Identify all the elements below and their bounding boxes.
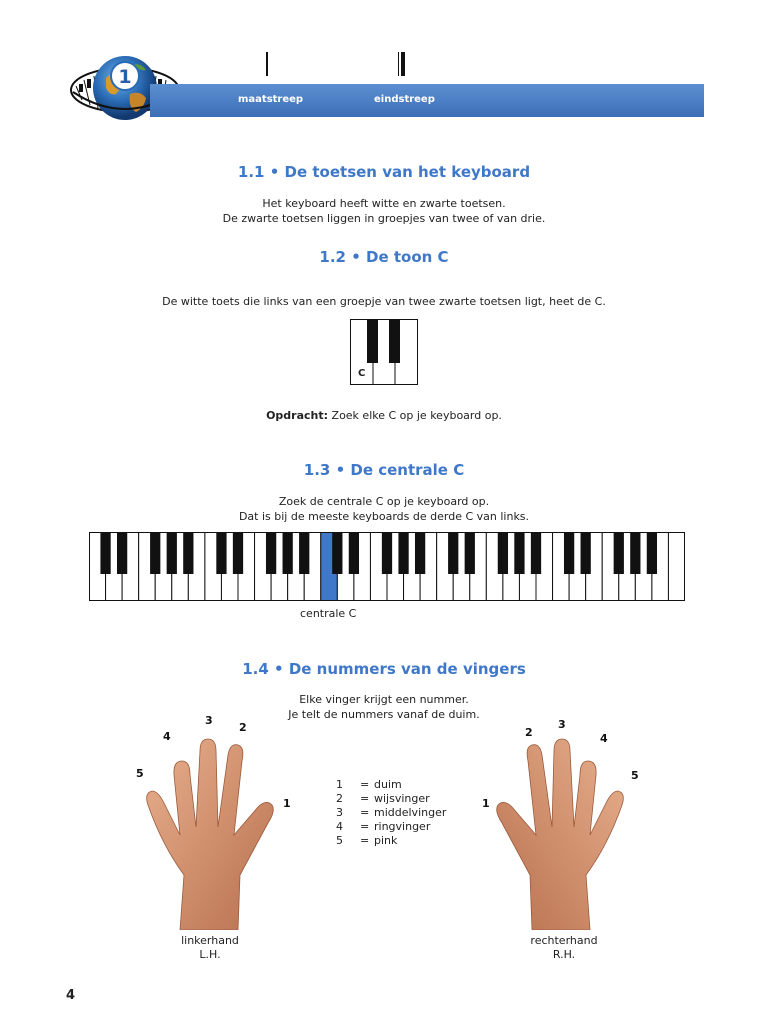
black-key [183, 532, 193, 574]
legend-row [336, 792, 446, 806]
label-maatstreep: maatstreep [238, 94, 304, 105]
right-finger-3: 3 [558, 718, 566, 731]
legend-number: 2 [336, 792, 343, 805]
left-finger-1: 1 [283, 797, 291, 810]
text-1-2: De witte toets die links van een groepje van twee zwarte toetsen ligt, heet de C. [162, 295, 606, 308]
legend-equals: = [360, 806, 370, 819]
finger-legend [336, 778, 446, 848]
black-key [233, 532, 243, 574]
left-finger-3: 3 [205, 714, 213, 727]
heading-1-1: 1.1 • De toetsen van het keyboard [237, 163, 531, 181]
text-line: Je telt de nummers vanaf de duim. [288, 708, 480, 721]
left-finger-4: 4 [163, 730, 171, 743]
black-key [614, 532, 624, 574]
black-key [498, 532, 508, 574]
black-key [398, 532, 408, 574]
legend-row [336, 778, 446, 792]
black-key [415, 532, 425, 574]
key-label-c: C [358, 368, 366, 379]
text-line: Dat is bij de meeste keyboards de derde C van links. [238, 510, 530, 523]
black-key [581, 532, 591, 574]
black-key [117, 532, 127, 574]
heading-1-3: 1.3 • De centrale C [303, 461, 465, 479]
central-c-caption: centrale C [300, 607, 357, 620]
heading-1-2: 1.2 • De toon C [319, 248, 449, 266]
assignment-line [0, 408, 768, 423]
heading-1-4: 1.4 • De nummers van de vingers [242, 660, 526, 678]
black-key [531, 532, 541, 574]
legend-equals: = [360, 834, 370, 847]
black-key [630, 532, 640, 574]
assignment-label: Opdracht: [266, 409, 329, 422]
header-bar [150, 84, 704, 117]
right-hand-abbr: R.H. [552, 948, 576, 961]
black-key [299, 532, 309, 574]
final-bar-line-thick [401, 52, 405, 76]
legend-finger-name: wijsvinger [374, 792, 430, 805]
left-finger-5: 5 [136, 767, 144, 780]
black-key [216, 532, 226, 574]
right-finger-4: 4 [600, 732, 608, 745]
legend-finger-name: ringvinger [374, 820, 431, 833]
text-1-3 [0, 494, 768, 524]
text-1-1 [0, 196, 768, 226]
right-finger-5: 5 [631, 769, 639, 782]
right-hand-image [485, 735, 630, 930]
black-key [283, 532, 293, 574]
text-line: De zwarte toetsen liggen in groepjes van twee of van drie. [222, 212, 546, 225]
legend-finger-name: duim [374, 778, 402, 791]
right-hand-label: rechterhand [530, 934, 598, 947]
legend-number: 4 [336, 820, 343, 833]
right-hand-caption [514, 934, 614, 962]
white-key [668, 532, 685, 601]
legend-number: 1 [336, 778, 343, 791]
left-hand-label: linkerhand [181, 934, 239, 947]
legend-equals: = [360, 778, 370, 791]
legend-row [336, 834, 446, 848]
black-key [514, 532, 524, 574]
black-key [150, 532, 160, 574]
legend-finger-name: pink [374, 834, 398, 847]
black-key [564, 532, 574, 574]
legend-number: 3 [336, 806, 343, 819]
left-hand-image [140, 735, 285, 930]
legend-row [336, 806, 446, 820]
black-key [167, 532, 177, 574]
black-key [332, 532, 342, 574]
black-key [100, 532, 110, 574]
black-key [647, 532, 657, 574]
legend-row [336, 820, 446, 834]
bar-line-symbol [266, 52, 268, 76]
text-1-4 [0, 692, 768, 722]
legend-equals: = [360, 792, 370, 805]
right-finger-2: 2 [525, 726, 533, 739]
left-hand-abbr: L.H. [199, 948, 221, 961]
black-key [465, 532, 475, 574]
legend-number: 5 [336, 834, 343, 847]
text-line: Het keyboard heeft witte en zwarte toetsen. [262, 197, 506, 210]
page-number: 4 [66, 988, 76, 1003]
full-keyboard-diagram [89, 532, 685, 601]
legend-equals: = [360, 820, 370, 833]
right-finger-1: 1 [482, 797, 490, 810]
black-key [349, 532, 359, 574]
black-key [382, 532, 392, 574]
left-hand-caption [160, 934, 260, 962]
text-line: Zoek de centrale C op je keyboard op. [278, 495, 490, 508]
final-bar-line-thin [398, 52, 399, 76]
legend-finger-name: middelvinger [374, 806, 447, 819]
black-key [266, 532, 276, 574]
assignment-text: Zoek elke C op je keyboard op. [328, 409, 502, 422]
small-keyboard-diagram [350, 319, 418, 385]
label-eindstreep: eindstreep [374, 94, 435, 105]
black-key [448, 532, 458, 574]
left-finger-2: 2 [239, 721, 247, 734]
text-line: Elke vinger krijgt een nummer. [299, 693, 469, 706]
chapter-number: 1 [118, 66, 132, 88]
